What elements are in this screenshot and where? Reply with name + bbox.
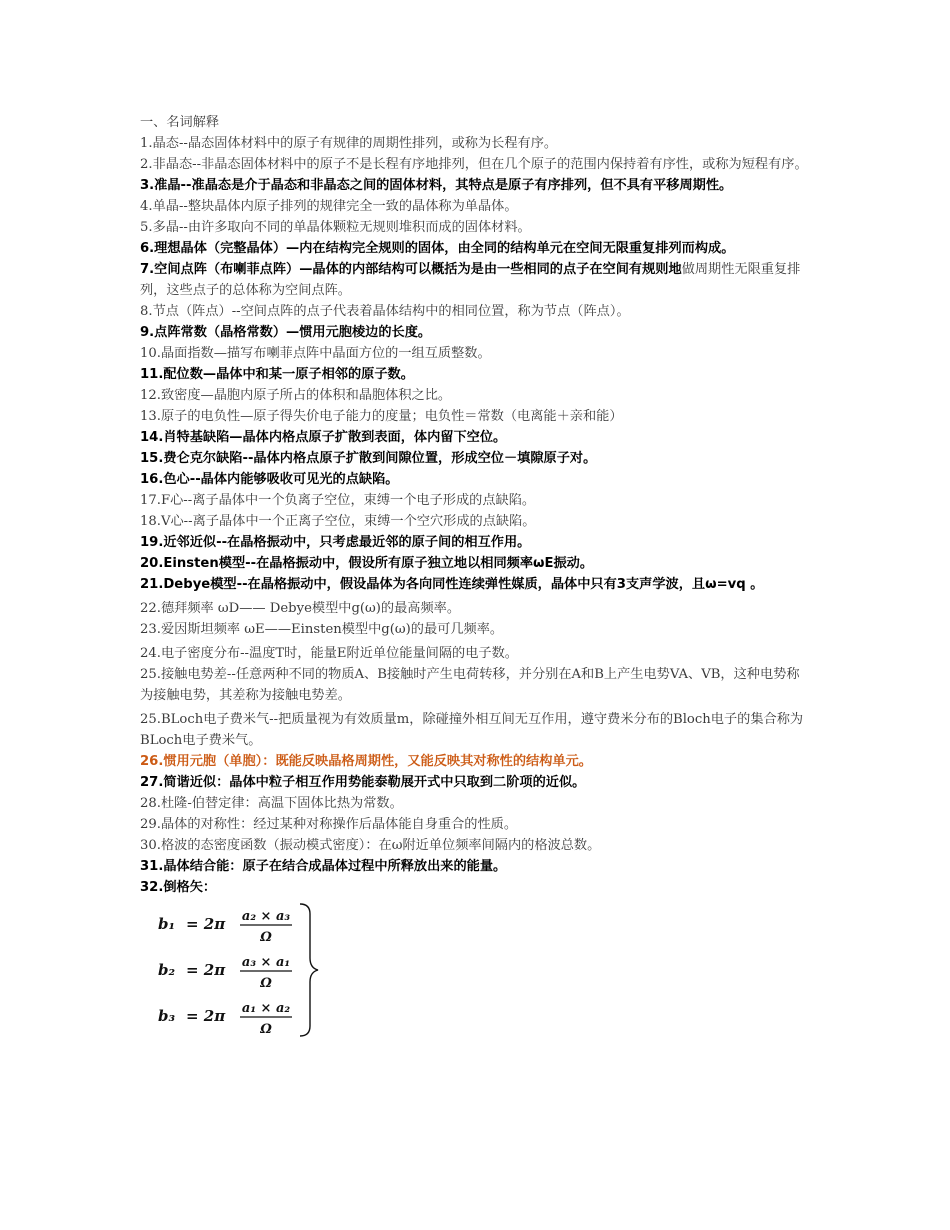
formula-denominator: Ω	[260, 976, 272, 991]
definition-item: 32.倒格矢：	[140, 880, 217, 895]
definition-item: 20.Einsten模型--在晶格振动中，假设所有原子独立地以相同频率ωE振动。	[140, 556, 594, 571]
definition-item: 26.惯用元胞（单胞）：既能反映晶格周期性，又能反映其对称性的结构单元。	[140, 754, 592, 769]
definition-item: 12.致密度—晶胞内原子所占的体积和晶胞体积之比。	[140, 388, 452, 403]
formula-lhs: b₁	[158, 915, 176, 933]
definition-item: 4.单晶--整块晶体内原子排列的规律完全一致的晶体称为单晶体。	[140, 199, 518, 214]
definition-item: 3.准晶--准晶态是介于晶态和非晶态之间的固体材料，其特点是原子有序排列，但不具有平移周期性。	[140, 178, 733, 193]
definition-item: 5.多晶--由许多取向不同的单晶体颗粒无规则堆积而成的固体材料。	[140, 220, 531, 235]
definition-item: 23.爱因斯坦频率 ωE——Einsten模型中g(ω)的最可几频率。	[140, 622, 504, 637]
definition-item: 17.F心--离子晶体中一个负离子空位，束缚一个电子形成的点缺陷。	[140, 493, 536, 508]
definition-item: 10.晶面指数—描写布喇菲点阵中晶面方位的一组互质整数。	[140, 346, 491, 361]
reciprocal-lattice-formula	[154, 900, 354, 1040]
formula-numerator: a₁ × a₂	[241, 1001, 291, 1016]
formula-denominator: Ω	[260, 1022, 272, 1037]
definition-item: 1.晶态--晶态固体材料中的原子有规律的周期性排列，或称为长程有序。	[140, 136, 558, 151]
formula-numerator: a₂ × a₃	[241, 909, 291, 924]
definition-item: 13.原子的电负性—原子得失价电子能力的度量；电负性＝常数（电离能＋亲和能）	[140, 409, 623, 424]
definition-item: 21.Debye模型--在晶格振动中，假设晶体为各向同性连续弹性媒质，晶体中只有3支声学波，且ω=vq 。	[140, 577, 764, 592]
formula-coefficient: = 2π	[186, 961, 226, 979]
definition-item: 22.德拜频率 ωD—— Debye模型中g(ω)的最高频率。	[140, 601, 461, 616]
section-title: 一、名词解释	[140, 115, 220, 130]
definition-item: 24.电子密度分布--温度T时，能量E附近单位能量间隔的电子数。	[140, 646, 518, 661]
definition-item: 19.近邻近似--在晶格振动中，只考虑最近邻的原子间的相互作用。	[140, 535, 531, 550]
formula-lhs: b₂	[158, 961, 176, 979]
definition-item: 15.费仑克尔缺陷--晶体内格点原子扩散到间隙位置，形成空位－填隙原子对。	[140, 451, 597, 466]
formula-coefficient: = 2π	[186, 1007, 226, 1025]
definition-item: 8.节点（阵点）--空间点阵的点子代表着晶体结构中的相同位置，称为节点（阵点）。	[140, 304, 630, 319]
definition-item: 25.BLoch电子费米气--把质量视为有效质量m，除碰撞外相互间无互作用，遵守费米分布的Bloch电子的集合称为BLoch电子费米气。	[140, 712, 804, 748]
formula-brace	[300, 904, 318, 1036]
definition-bold-part: 7.空间点阵（布喇菲点阵）—晶体的内部结构可以概括为是由一些相同的点子在空间有规则地	[140, 262, 682, 277]
definition-item: 11.配位数—晶体中和某一原子相邻的原子数。	[140, 367, 414, 382]
definition-item: 18.V心--离子晶体中一个正离子空位，束缚一个空穴形成的点缺陷。	[140, 514, 536, 529]
definition-list	[140, 133, 812, 898]
formula-numerator: a₃ × a₁	[241, 955, 291, 970]
definition-item: 31.晶体结合能：原子在结合成晶体过程中所释放出来的能量。	[140, 859, 507, 874]
definition-item: 30.格波的态密度函数（振动模式密度）：在ω附近单位频率间隔内的格波总数。	[140, 838, 601, 853]
formula-coefficient: = 2π	[186, 915, 226, 933]
definition-item: 25.接触电势差--任意两种不同的物质A、B接触时产生电荷转移，并分别在A和B上产生电势VA、VB，这种电势称为接触电势，其差称为接触电势差。	[140, 667, 800, 703]
formula-lhs: b₃	[158, 1007, 176, 1025]
definition-item: 27.简谐近似：晶体中粒子相互作用势能泰勒展开式中只取到二阶项的近似。	[140, 775, 586, 790]
definition-item: 28.杜隆-伯替定律：高温下固体比热为常数。	[140, 796, 403, 811]
definition-normal-part: 做周期性无限重复排列，这些点子的总体称为空间点阵。	[140, 262, 801, 298]
definition-item	[140, 259, 812, 301]
formula-denominator: Ω	[260, 930, 272, 945]
definition-item: 2.非晶态--非晶态固体材料中的原子不是长程有序地排列，但在几个原子的范围内保持着有序性，或称为短程有序。	[140, 157, 808, 172]
definition-item: 16.色心--晶体内能够吸收可见光的点缺陷。	[140, 472, 399, 487]
definition-item: 29.晶体的对称性：经过某种对称操作后晶体能自身重合的性质。	[140, 817, 518, 832]
definition-item: 14.肖特基缺陷—晶体内格点原子扩散到表面，体内留下空位。	[140, 430, 507, 445]
formula-graphic	[154, 900, 354, 1040]
definition-item: 6.理想晶体（完整晶体）—内在结构完全规则的固体，由全同的结构单元在空间无限重复排列而构成。	[140, 241, 735, 256]
definition-item: 9.点阵常数（晶格常数）—惯用元胞棱边的长度。	[140, 325, 432, 340]
document-page	[140, 112, 812, 1040]
